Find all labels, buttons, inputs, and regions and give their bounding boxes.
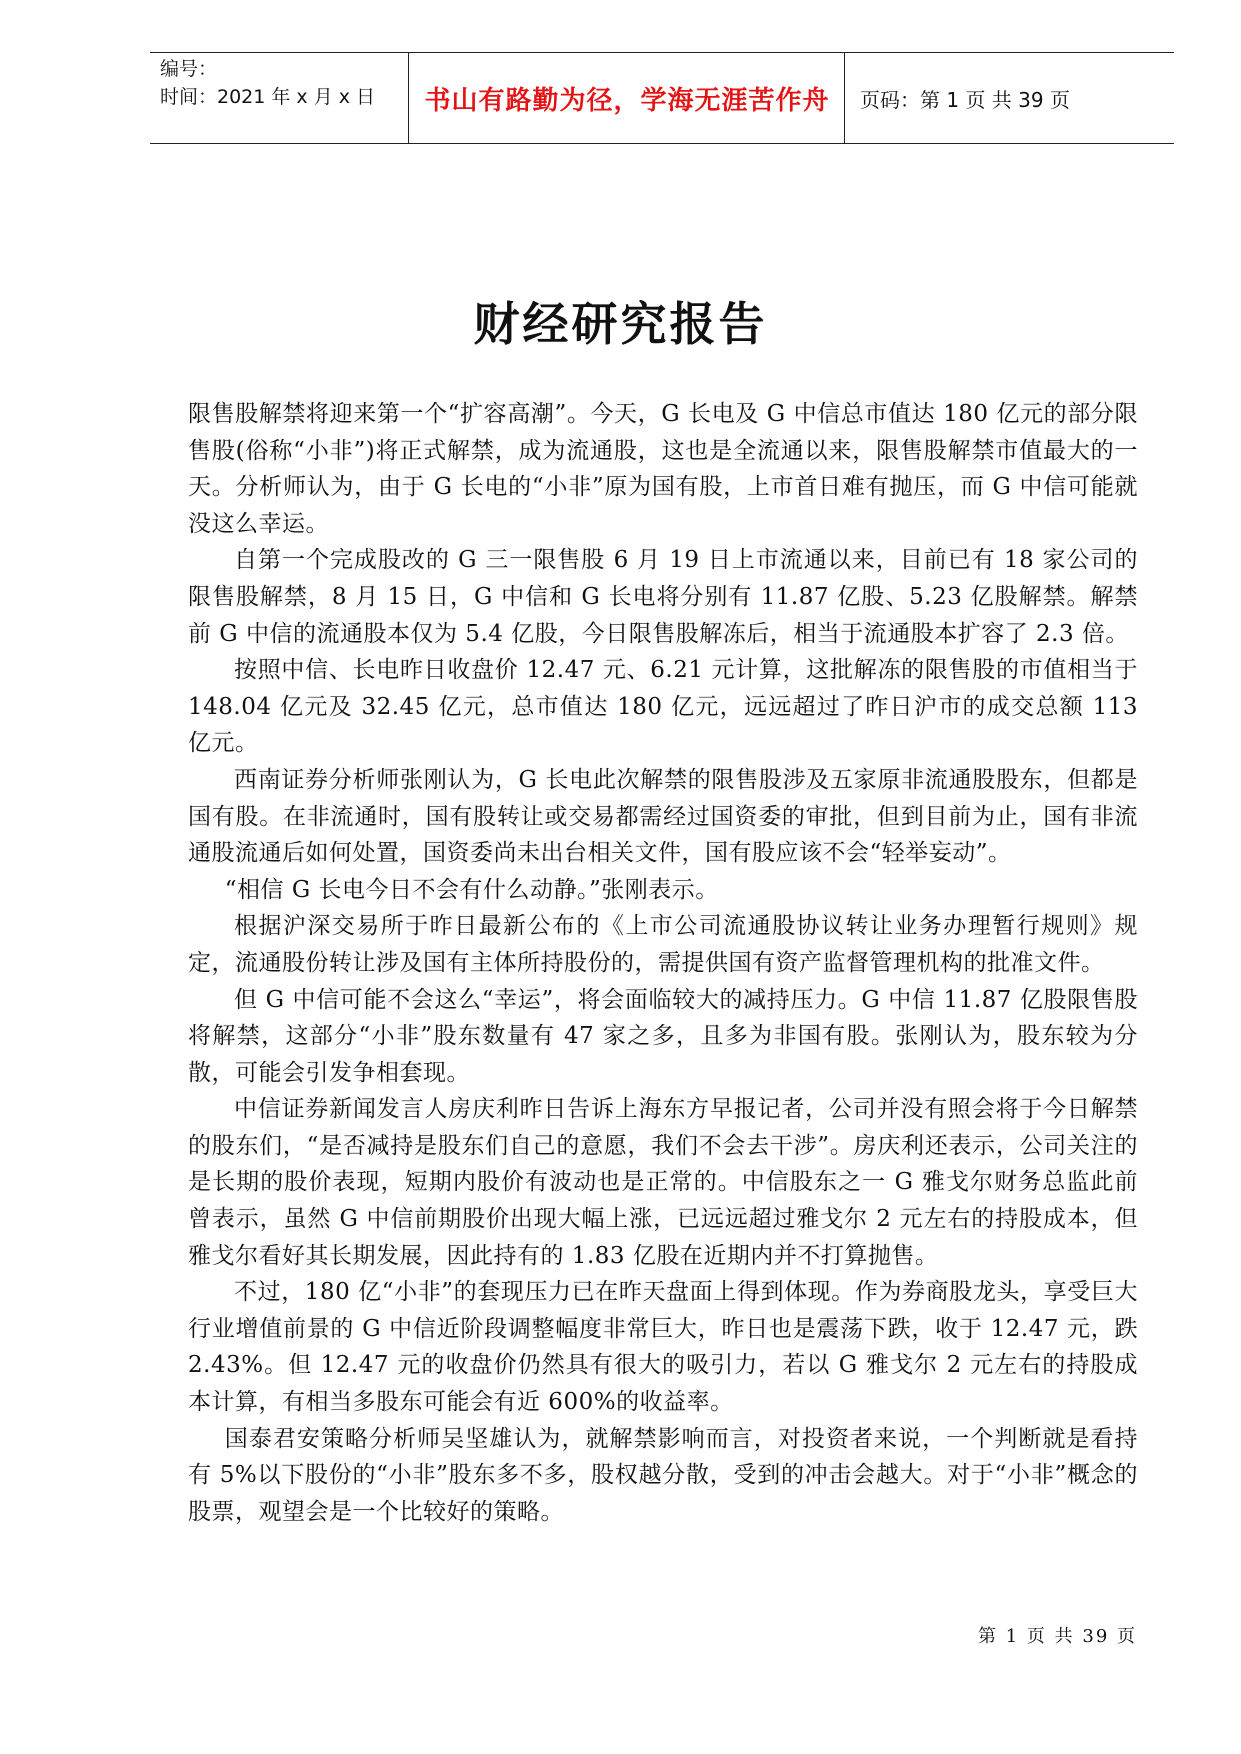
- document-title: 财经研究报告: [473, 297, 768, 351]
- header-page-number: 页码：第 1 页 共 39 页: [860, 87, 1070, 112]
- header-meta: [160, 55, 408, 111]
- paragraph-2: 自第一个完成股改的 G 三一限售股 6 月 19 日上市流通以来，目前已有 18 家公司的限售股解禁，8 月 15 日，G 中信和 G 长电将分别有 11.87 亿股、5.23 亿股解禁。解禁前 G 中信的流通股本仅为 5.4 亿股，今日限售股解冻后，相当于流通股本扩容了 2.3 倍。: [188, 547, 1138, 647]
- page-footer: 第 1 页 共 39 页: [978, 1626, 1137, 1647]
- paragraph-8: 中信证券新闻发言人房庆利昨日告诉上海东方早报记者，公司并没有照会将于今日解禁的股东们，“是否减持是股东们自己的意愿，我们不会去干涉”。房庆利还表示，公司关注的是长期的股价表现，短期内股价有波动也是正常的。中信股东之一 G 雅戈尔财务总监此前曾表示，虽然 G 中信前期股价出现大幅上涨，已远远超过雅戈尔 2 元左右的持股成本，但雅戈尔看好其长期发展，因此持有的 1.83 亿股在近期内并不打算抛售。: [188, 1096, 1138, 1269]
- document-body: [188, 396, 1138, 1530]
- header-divider-left: [408, 53, 409, 143]
- page-header: [150, 52, 1174, 144]
- paragraph-1: 限售股解禁将迎来第一个“扩容高潮”。今天，G 长电及 G 中信总市值达 180 亿元的部分限售股(俗称“小非”)将正式解禁，成为流通股，这也是全流通以来，限售股解禁市值最大的一天。分析师认为，由于 G 长电的“小非”原为国有股，上市首日难有抛压，而 G 中信可能就没这么幸运。: [188, 401, 1138, 537]
- paragraph-5: “相信 G 长电今日不会有什么动静。”张刚表示。: [224, 876, 719, 903]
- paragraph-6: 根据沪深交易所于昨日最新公布的《上市公司流通股协议转让业务办理暂行规则》规定，流通股份转让涉及国有主体所持股份的，需提供国有资产监督管理机构的批准文件。: [188, 913, 1138, 976]
- header-divider-right: [844, 53, 845, 143]
- paragraph-4: 西南证券分析师张刚认为，G 长电此次解禁的限售股涉及五家原非流通股股东，但都是国有股。在非流通时，国有股转让或交易都需经过国资委的审批，但到目前为止，国有非流通股流通后如何处置，国资委尚未出台相关文件，国有股应该不会“轻举妄动”。: [188, 766, 1138, 867]
- document-time-label: 时间：2021 年 x 月 x 日: [160, 86, 376, 108]
- header-motto: 书山有路勤为径，学海无涯苦作舟: [424, 85, 830, 116]
- document-number-label: 编号：: [160, 58, 218, 80]
- paragraph-9: 不过，180 亿“小非”的套现压力已在昨天盘面上得到体现。作为券商股龙头，享受巨大行业增值前景的 G 中信近阶段调整幅度非常巨大，昨日也是震荡下跌，收于 12.47 元，跌 2.43%。但 12.47 元的收盘价仍然具有很大的吸引力，若以 G 雅戈尔 2 元左右的持股成本计算，有相当多股东可能会有近 600%的收益率。: [188, 1279, 1138, 1416]
- paragraph-10: 国泰君安策略分析师吴坚雄认为，就解禁影响而言，对投资者来说，一个判断就是看持有 5%以下股份的“小非”股东多不多，股权越分散，受到的冲击会越大。对于“小非”概念的股票，观望会是一个比较好的策略。: [188, 1425, 1138, 1525]
- paragraph-7: 但 G 中信可能不会这么“幸运”，将会面临较大的减持压力。G 中信 11.87 亿股限售股将解禁，这部分“小非”股东数量有 47 家之多，且多为非国有股。张刚认为，股东较为分散，可能会引发争相套现。: [188, 986, 1138, 1086]
- paragraph-3: 按照中信、长电昨日收盘价 12.47 元、6.21 元计算，这批解冻的限售股的市值相当于 148.04 亿元及 32.45 亿元，总市值达 180 亿元，远远超过了昨日沪市的成交总额 113 亿元。: [188, 657, 1138, 757]
